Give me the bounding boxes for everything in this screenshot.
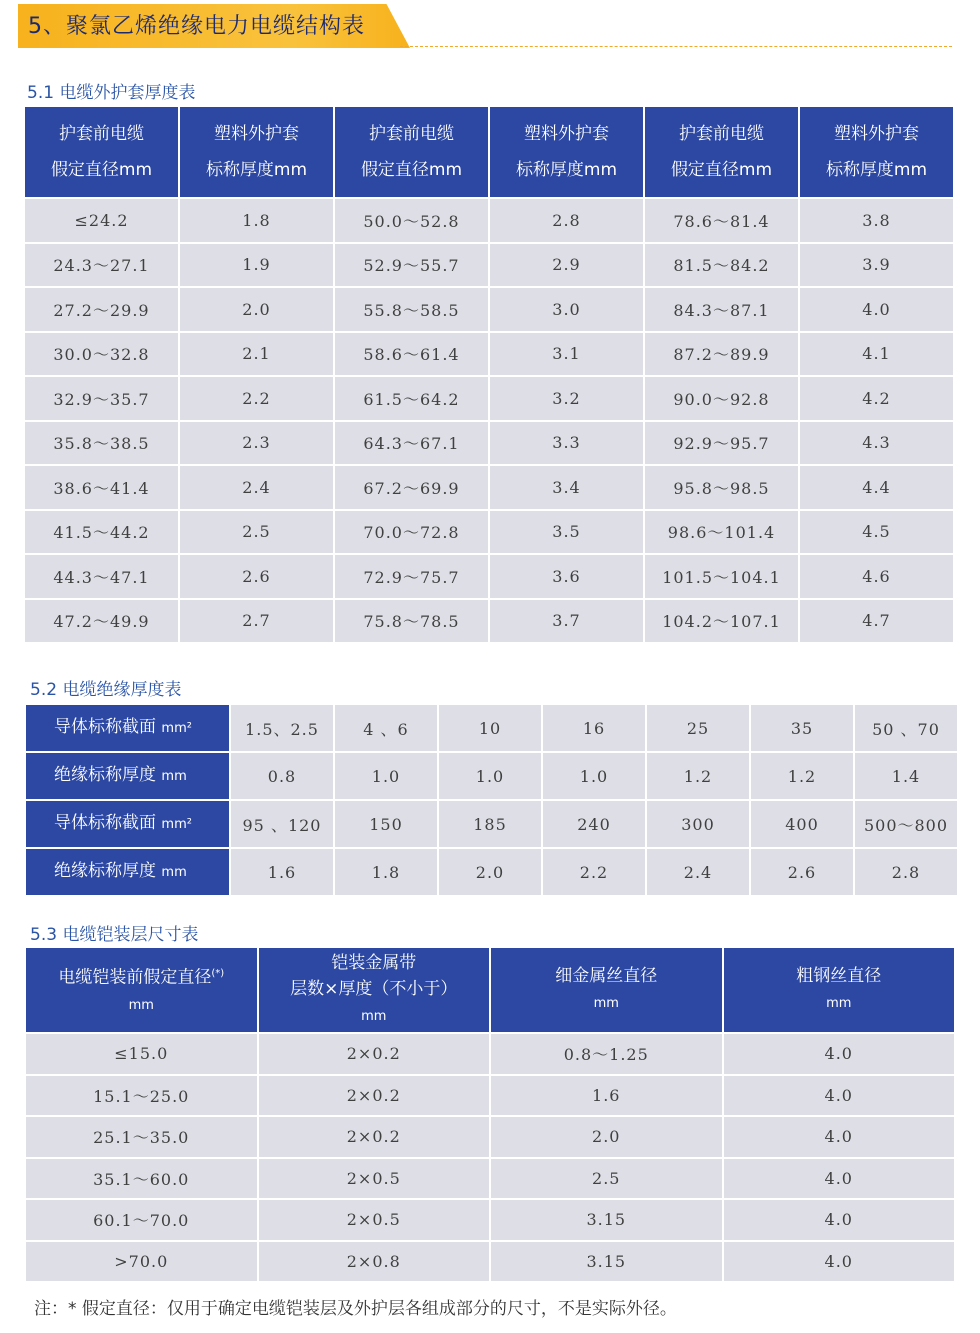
header-cell: 塑料外护套 标称厚度mm <box>490 107 643 197</box>
table-row <box>25 199 953 242</box>
table-cell: 2.9 <box>490 244 643 287</box>
table-row <box>25 377 953 420</box>
table-cell: 72.9～75.7 <box>335 555 488 598</box>
table-cell: 2.0 <box>491 1117 722 1157</box>
insulation-thickness-table <box>24 703 959 897</box>
table-cell: 0.8 <box>231 753 333 799</box>
table-cell: 400 <box>751 801 853 847</box>
table-cell: 3.6 <box>490 555 643 598</box>
table-cell: 4 、6 <box>335 705 437 751</box>
table-cell: 1.2 <box>647 753 749 799</box>
table-row <box>25 422 953 465</box>
row-header-cell: 导体标称截面 mm² <box>26 801 229 847</box>
table-cell: 1.6 <box>491 1076 722 1116</box>
table-cell: 84.3～87.1 <box>645 288 798 331</box>
table-header-row <box>26 948 954 1032</box>
table-cell: 50 、70 <box>855 705 957 751</box>
table-cell: 4.3 <box>800 422 953 465</box>
table-cell: 2.8 <box>855 849 957 895</box>
table-cell: 90.0～92.8 <box>645 377 798 420</box>
table-cell: 25.1～35.0 <box>26 1117 257 1157</box>
table-cell: 81.5～84.2 <box>645 244 798 287</box>
table-cell: 4.0 <box>724 1242 955 1282</box>
table-cell: 2×0.2 <box>259 1076 490 1116</box>
table-cell: 55.8～58.5 <box>335 288 488 331</box>
table-cell: 3.9 <box>800 244 953 287</box>
table-row <box>25 244 953 287</box>
header-cell: 铠装金属带 层数×厚度（不小于） mm <box>259 948 490 1032</box>
row-header-cell: 导体标称截面 mm² <box>26 705 229 751</box>
sheath-thickness-table <box>23 105 955 644</box>
table-cell: 2.4 <box>180 466 333 509</box>
table-cell: 2.5 <box>180 511 333 554</box>
table-row <box>26 1200 954 1240</box>
table-cell: 16 <box>543 705 645 751</box>
table-cell: 4.0 <box>724 1076 955 1116</box>
table-row <box>25 511 953 554</box>
table-cell: 1.0 <box>439 753 541 799</box>
header-cell: 塑料外护套 标称厚度mm <box>180 107 333 197</box>
table-cell: 3.3 <box>490 422 643 465</box>
table-cell: 1.0 <box>335 753 437 799</box>
table-cell: 87.2～89.9 <box>645 333 798 376</box>
table-cell: 4.0 <box>724 1200 955 1240</box>
table-cell: 1.9 <box>180 244 333 287</box>
table-cell: 3.8 <box>800 199 953 242</box>
section-5-3-title: 5.3 电缆铠装层尺寸表 <box>30 925 199 945</box>
table-cell: 27.2～29.9 <box>25 288 178 331</box>
table-cell: 3.7 <box>490 600 643 643</box>
table-cell: 2.4 <box>647 849 749 895</box>
table-cell: 2.7 <box>180 600 333 643</box>
table-cell: 2.3 <box>180 422 333 465</box>
table-cell: 64.3～67.1 <box>335 422 488 465</box>
table-cell: 24.3～27.1 <box>25 244 178 287</box>
table-cell: 4.4 <box>800 466 953 509</box>
table-cell: 2×0.5 <box>259 1200 490 1240</box>
table-cell: 98.6～101.4 <box>645 511 798 554</box>
table-cell: 92.9～95.7 <box>645 422 798 465</box>
table-row <box>26 705 957 751</box>
banner-divider <box>400 46 952 47</box>
table-cell: 4.7 <box>800 600 953 643</box>
table-cell: 95.8～98.5 <box>645 466 798 509</box>
table-cell: 2.0 <box>439 849 541 895</box>
table-cell: 2×0.2 <box>259 1117 490 1157</box>
section-5-1-title: 5.1 电缆外护套厚度表 <box>27 83 196 103</box>
table-cell: 4.1 <box>800 333 953 376</box>
table-cell: 150 <box>335 801 437 847</box>
table-cell: 4.5 <box>800 511 953 554</box>
table-cell: 300 <box>647 801 749 847</box>
table-row <box>26 1076 954 1116</box>
table-cell: 2.0 <box>180 288 333 331</box>
table-cell: 1.8 <box>180 199 333 242</box>
table-cell: 101.5～104.1 <box>645 555 798 598</box>
table-cell: 2.6 <box>180 555 333 598</box>
table-row <box>26 1159 954 1199</box>
table-cell: 41.5～44.2 <box>25 511 178 554</box>
table-cell: 35.1～60.0 <box>26 1159 257 1199</box>
table-cell: 4.0 <box>800 288 953 331</box>
table-cell: 60.1～70.0 <box>26 1200 257 1240</box>
table-cell: 58.6～61.4 <box>335 333 488 376</box>
table-cell: 185 <box>439 801 541 847</box>
table-cell: 0.8～1.25 <box>491 1034 722 1074</box>
table-cell: 67.2～69.9 <box>335 466 488 509</box>
table-header-row <box>25 107 953 197</box>
table-cell: 61.5～64.2 <box>335 377 488 420</box>
table-cell: 35.8～38.5 <box>25 422 178 465</box>
table-cell: 1.0 <box>543 753 645 799</box>
header-cell: 电缆铠装前假定直径(*) mm <box>26 948 257 1032</box>
table-cell: ≤24.2 <box>25 199 178 242</box>
table-cell: 75.8～78.5 <box>335 600 488 643</box>
table-cell: 1.6 <box>231 849 333 895</box>
table-cell: 3.15 <box>491 1200 722 1240</box>
table-cell: 3.15 <box>491 1242 722 1282</box>
table-cell: 4.6 <box>800 555 953 598</box>
header-cell: 粗钢丝直径 mm <box>724 948 955 1032</box>
table-cell: 4.0 <box>724 1117 955 1157</box>
section-5-2-title: 5.2 电缆绝缘厚度表 <box>30 680 182 700</box>
table-row <box>25 288 953 331</box>
header-cell: 塑料外护套 标称厚度mm <box>800 107 953 197</box>
header-cell: 细金属丝直径 mm <box>491 948 722 1032</box>
table-cell: 3.4 <box>490 466 643 509</box>
table-cell: 2.2 <box>543 849 645 895</box>
table-cell: 1.8 <box>335 849 437 895</box>
table-row <box>26 1242 954 1282</box>
table-row <box>25 600 953 643</box>
table-cell: 78.6～81.4 <box>645 199 798 242</box>
table-cell: 3.5 <box>490 511 643 554</box>
table-row <box>26 1034 954 1074</box>
header-cell: 护套前电缆 假定直径mm <box>645 107 798 197</box>
table-cell: 2×0.5 <box>259 1159 490 1199</box>
armour-size-table <box>24 946 956 1283</box>
table-cell: 38.6～41.4 <box>25 466 178 509</box>
table-cell: 4.2 <box>800 377 953 420</box>
table-cell: 10 <box>439 705 541 751</box>
table-cell: 2.8 <box>490 199 643 242</box>
table-cell: 1.2 <box>751 753 853 799</box>
table-cell: 15.1～25.0 <box>26 1076 257 1116</box>
table-cell: 2.5 <box>491 1159 722 1199</box>
table-cell: 25 <box>647 705 749 751</box>
table-cell: 47.2～49.9 <box>25 600 178 643</box>
table-cell: 1.4 <box>855 753 957 799</box>
table-cell: 44.3～47.1 <box>25 555 178 598</box>
table-cell: 1.5、2.5 <box>231 705 333 751</box>
table-cell: 95 、120 <box>231 801 333 847</box>
table-cell: 500～800 <box>855 801 957 847</box>
table-cell: 3.0 <box>490 288 643 331</box>
header-cell: 护套前电缆 假定直径mm <box>335 107 488 197</box>
row-header-cell: 绝缘标称厚度 mm <box>26 849 229 895</box>
table-cell: 2.2 <box>180 377 333 420</box>
table-cell: 2.1 <box>180 333 333 376</box>
table-cell: 3.1 <box>490 333 643 376</box>
table-cell: 2×0.2 <box>259 1034 490 1074</box>
table-cell: 3.2 <box>490 377 643 420</box>
row-header-cell: 绝缘标称厚度 mm <box>26 753 229 799</box>
table-row <box>25 555 953 598</box>
table-row <box>25 466 953 509</box>
table-row <box>26 849 957 895</box>
table-cell: 35 <box>751 705 853 751</box>
table-cell: 52.9～55.7 <box>335 244 488 287</box>
table-cell: 240 <box>543 801 645 847</box>
table-cell: 4.0 <box>724 1034 955 1074</box>
table-row <box>25 333 953 376</box>
table-cell: 104.2～107.1 <box>645 600 798 643</box>
table-cell: 32.9～35.7 <box>25 377 178 420</box>
table-cell: ≤15.0 <box>26 1034 257 1074</box>
table-cell: >70.0 <box>26 1242 257 1282</box>
table-cell: 50.0～52.8 <box>335 199 488 242</box>
table-row <box>26 801 957 847</box>
table-cell: 2×0.8 <box>259 1242 490 1282</box>
table-cell: 2.6 <box>751 849 853 895</box>
header-cell: 护套前电缆 假定直径mm <box>25 107 178 197</box>
table-cell: 30.0～32.8 <box>25 333 178 376</box>
table-cell: 4.0 <box>724 1159 955 1199</box>
footnote: 注：* 假定直径：仅用于确定电缆铠装层及外护层各组成部分的尺寸，不是实际外径。 <box>34 1299 677 1319</box>
table-row <box>26 753 957 799</box>
table-row <box>26 1117 954 1157</box>
page-title: 5、聚氯乙烯绝缘电力电缆结构表 <box>28 14 365 39</box>
table-cell: 70.0～72.8 <box>335 511 488 554</box>
